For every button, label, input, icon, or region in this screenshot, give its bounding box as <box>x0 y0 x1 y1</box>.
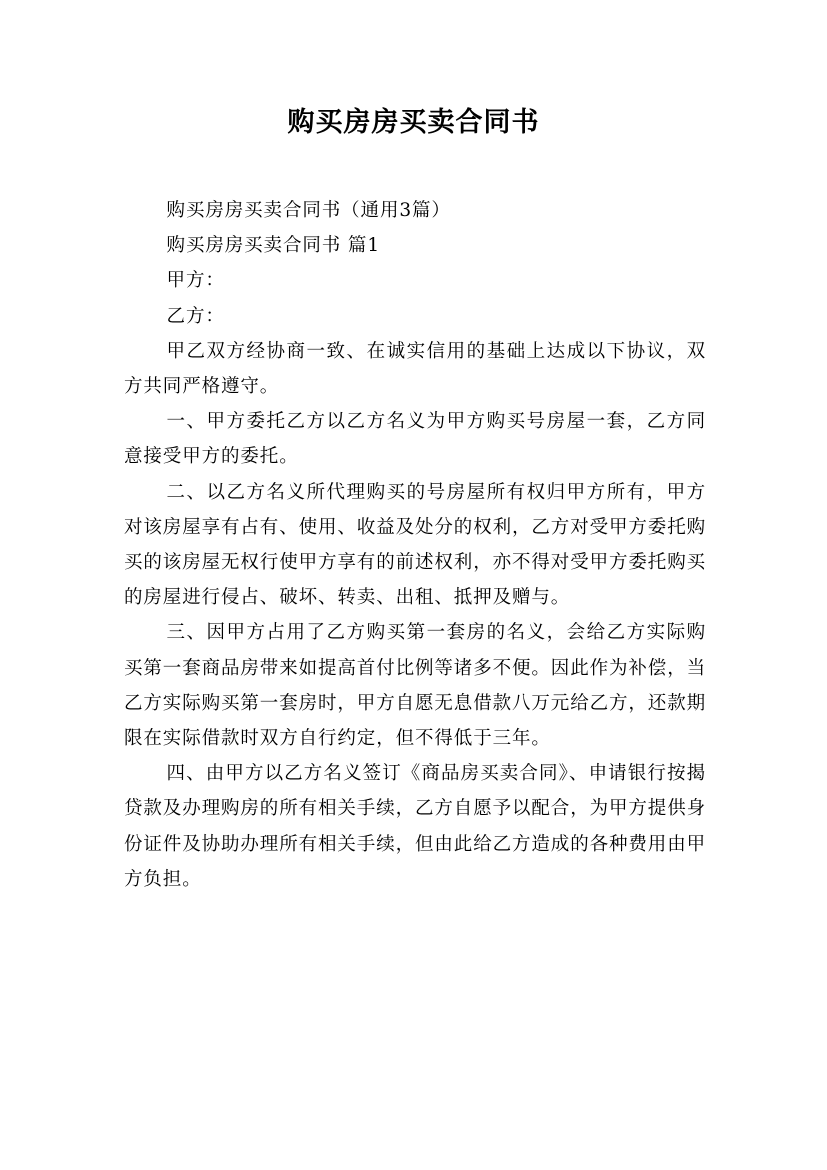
paragraph-clause-2: 二、以乙方名义所代理购买的号房屋所有权归甲方所有，甲方对该房屋享有占有、使用、收益及处分的权利，乙方对受甲方委托购买的该房屋无权行使甲方享有的前述权利，亦不得对受甲方委托购买的房屋进行侵占、破坏、转卖、出租、抵押及赠与。 <box>124 481 707 609</box>
document-title: 购买房房买卖合同书 <box>287 107 540 138</box>
paragraph-party-b: 乙方： <box>166 305 225 327</box>
paragraph-section-heading: 购买房房买卖合同书 篇1 <box>166 235 380 257</box>
paragraph-subtitle: 购买房房买卖合同书（通用3篇） <box>166 200 451 221</box>
document-body <box>124 193 706 897</box>
paragraph-clause-1: 一、甲方委托乙方以乙方名义为甲方购买号房屋一套，乙方同意接受甲方的委托。 <box>124 411 706 468</box>
paragraph-clause-4: 四、由甲方以乙方名义签订《商品房买卖合同》、申请银行按揭贷款及办理购房的所有相关手续，乙方自愿予以配合，为甲方提供身份证件及协助办理所有相关手续，但由此给乙方造成的各种费用由甲方负担。 <box>124 763 707 890</box>
paragraph-preamble: 甲乙双方经协商一致、在诚实信用的基础上达成以下协议，双方共同严格遵守。 <box>124 340 706 398</box>
paragraph-party-a: 甲方： <box>166 270 225 292</box>
paragraph-clause-3: 三、因甲方占用了乙方购买第一套房的名义，会给乙方实际购买第一套商品房带来如提高首付比例等诸多不便。因此作为补偿，当乙方实际购买第一套房时，甲方自愿无息借款八万元给乙方，还款期限在实际借款时双方自行约定，但不得低于三年。 <box>124 622 707 750</box>
